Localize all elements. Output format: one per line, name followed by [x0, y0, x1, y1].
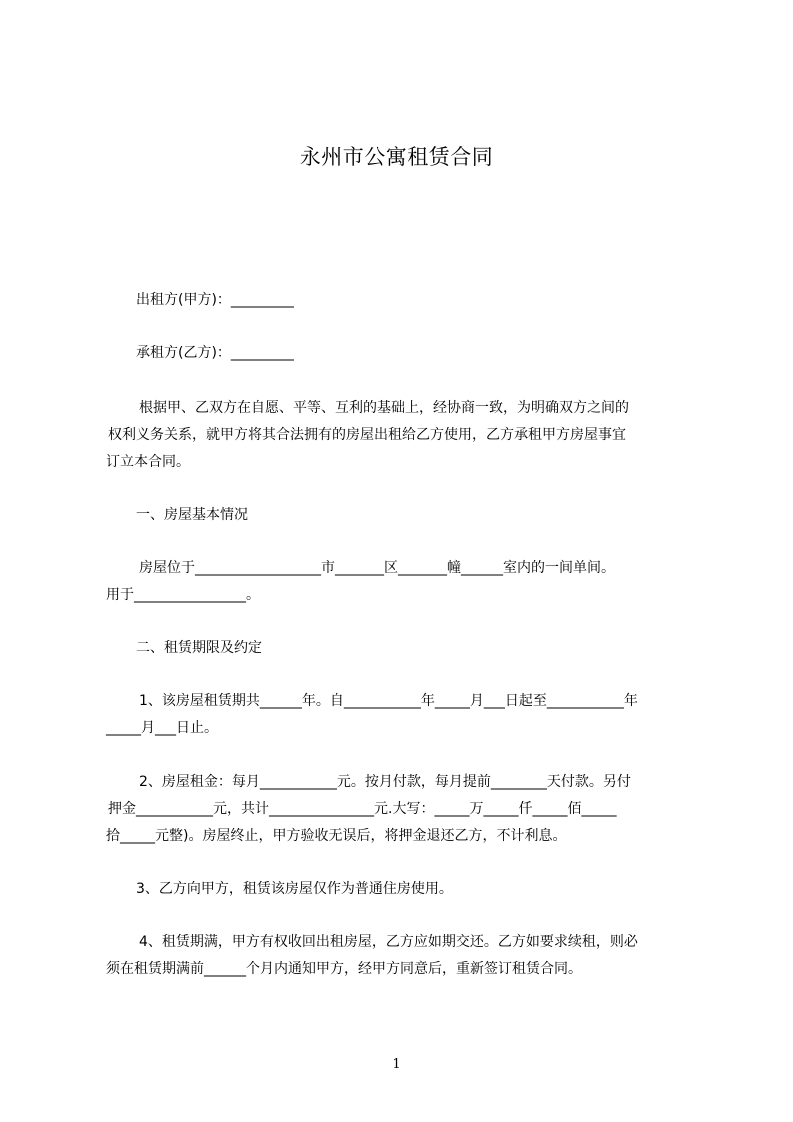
clause-line: 房屋位于__________________市_______区_______幢______室内的一间单间。 [139, 560, 615, 576]
page-number: 1 [392, 1057, 401, 1072]
clause-line: 2、房屋租金：每月___________元。按月付款，每月提前________天付款。另付 [139, 774, 631, 790]
clause-line: 4、租赁期满，甲方有权收回出租房屋，乙方应如期交还。乙方如要求续租，则必 [139, 934, 638, 950]
preamble-line: 订立本合同。 [106, 454, 190, 470]
section-heading: 二、租赁期限及约定 [136, 640, 262, 656]
lessee-line: 承租方(乙方)：_________ [136, 345, 294, 361]
section-heading: 一、房屋基本情况 [136, 507, 248, 523]
lessor-line: 出租方(甲方)：_________ [136, 292, 294, 308]
clause-line: 1、该房屋租赁期共______年。自___________年_____月___日起至___________年 [139, 693, 638, 709]
clause-line: _____月___日止。 [106, 720, 218, 736]
clause-line: 3、乙方向甲方，租赁该房屋仅作为普通住房使用。 [136, 881, 453, 897]
preamble-line: 权利义务关系，就甲方将其合法拥有的房屋出租给乙方使用，乙方承租甲方房屋事宜 [108, 427, 626, 443]
document-title: 永州市公寓租赁合同 [299, 145, 494, 169]
preamble-line: 根据甲、乙双方在自愿、平等、互利的基础上，经协商一致，为明确双方之间的 [139, 400, 629, 416]
clause-line: 拾_____元整)。房屋终止，甲方验收无误后，将押金退还乙方，不计利息。 [106, 828, 567, 844]
clause-line: 押金___________元，共计_______________元.大写：_____万_____仟_____佰_____ [108, 801, 617, 817]
clause-line: 用于________________。 [106, 587, 260, 603]
clause-line: 须在租赁期满前______个月内通知甲方，经甲方同意后，重新签订租赁合同。 [106, 961, 582, 977]
